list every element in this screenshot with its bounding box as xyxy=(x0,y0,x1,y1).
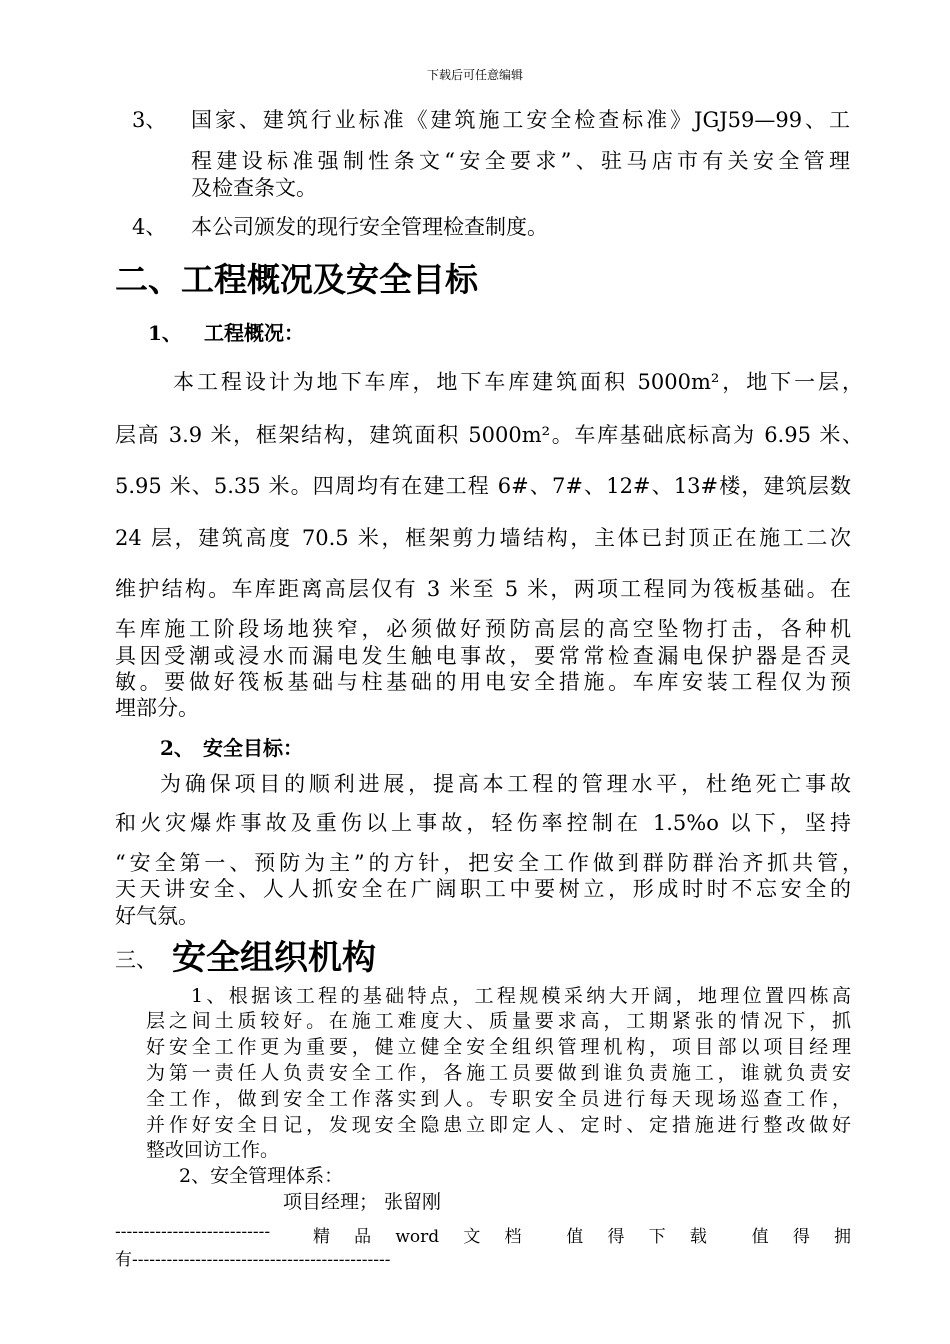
paragraph-line: 和火灾爆炸事故及重伤以上事故，轻伤率控制在 1.5%o 以下，坚持 xyxy=(115,811,851,835)
list-item-text: 本公司颁发的现行安全管理检查制度。 xyxy=(191,215,548,239)
list-item-text: 国家、建筑行业标准《建筑施工安全检查标准》JGJ59—99、工 xyxy=(191,108,850,132)
subsection-title: 工程概况： xyxy=(204,321,304,345)
paragraph-line: 24 层，建筑高度 70.5 米，框架剪力墙结构，主体已封顶正在施工二次 xyxy=(115,526,851,550)
paragraph-line: 好气氛。 xyxy=(115,904,199,928)
list-item-text: 及检查条文。 xyxy=(191,176,317,200)
management-system-title: 2、安全管理体系： xyxy=(179,1165,344,1187)
paragraph-line: 层高 3.9 米，框架结构，建筑面积 5000m²。车库基础底标高为 6.95 米、 xyxy=(115,423,863,447)
footer-dashes: --------------------------- xyxy=(115,1222,271,1242)
section-number: 三、 xyxy=(115,948,157,972)
paragraph-line: 维护结构。车库距离高层仅有 3 米至 5 米，两项工程同为筏板基础。在 xyxy=(115,577,851,601)
paragraph-line: “安全第一、预防为主”的方针，把安全工作做到群防群治齐抓共管， xyxy=(115,851,863,875)
paragraph-line: 整改回访工作。 xyxy=(146,1139,280,1161)
paragraph-line: 天天讲安全、人人抓安全在广阔职工中要树立，形成时时不忘安全的 xyxy=(115,877,851,901)
section-title: 二、工程概况及安全目标 xyxy=(115,260,478,299)
list-item-number: 4、 xyxy=(132,215,167,239)
paragraph-line: 具因受潮或浸水而漏电发生触电事故，要常常检查漏电保护器是否灵 xyxy=(115,644,851,668)
paragraph-line: 埋部分。 xyxy=(115,696,199,720)
paragraph-line: 层之间土质较好。在施工难度大、质量要求高，工期紧张的情况下，抓 xyxy=(146,1010,851,1032)
subsection-title: 安全目标： xyxy=(203,736,303,760)
paragraph-line: 敏。要做好筏板基础与柱基础的用电安全措施。车库安装工程仅为预 xyxy=(115,670,851,694)
footer-text: 有--------------------------------------------- xyxy=(115,1250,391,1270)
paragraph-line: 好安全工作更为重要，健立健全安全组织管理机构，项目部以项目经理 xyxy=(146,1036,851,1058)
paragraph-line: 为第一责任人负责安全工作，各施工员要做到谁负责施工，谁就负责安 xyxy=(146,1062,851,1084)
paragraph-line: 并作好安全日记，发现安全隐患立即定人、定时、定措施进行整改做好 xyxy=(146,1114,851,1136)
paragraph-line: 1、根据该工程的基础特点，工程规模采纳大开阔，地理位置四栋高 xyxy=(191,985,851,1007)
footer-text: 精 品 word 文 档 值 得 下 载 值 得 拥 xyxy=(313,1227,851,1247)
subsection-number: 1、 xyxy=(148,321,182,345)
list-item-number: 3、 xyxy=(132,108,167,132)
paragraph-line: 全工作，做到安全工作落实到人。专职安全员进行每天现场巡查工作， xyxy=(146,1088,851,1110)
paragraph-line: 为确保项目的顺利进展，提高本工程的管理水平，杜绝死亡事故 xyxy=(160,772,851,796)
list-item-text: 程建设标准强制性条文“安全要求”、驻马店市有关安全管理 xyxy=(191,149,850,173)
subsection-number: 2、 xyxy=(160,736,194,760)
paragraph-line: 车库施工阶段场地狭窄，必须做好预防高层的高空坠物打击，各种机 xyxy=(115,617,851,641)
section-title: 安全组织机构 xyxy=(172,938,376,978)
page-header: 下载后可任意编辑 xyxy=(426,68,523,82)
paragraph-line: 5.95 米、5.35 米。四周均有在建工程 6#、7#、12#、13#楼，建筑层数 xyxy=(115,474,851,498)
project-manager-line: 项目经理； 张留刚 xyxy=(283,1191,442,1213)
paragraph-line: 本工程设计为地下车库，地下车库建筑面积 5000m²，地下一层， xyxy=(173,370,863,394)
